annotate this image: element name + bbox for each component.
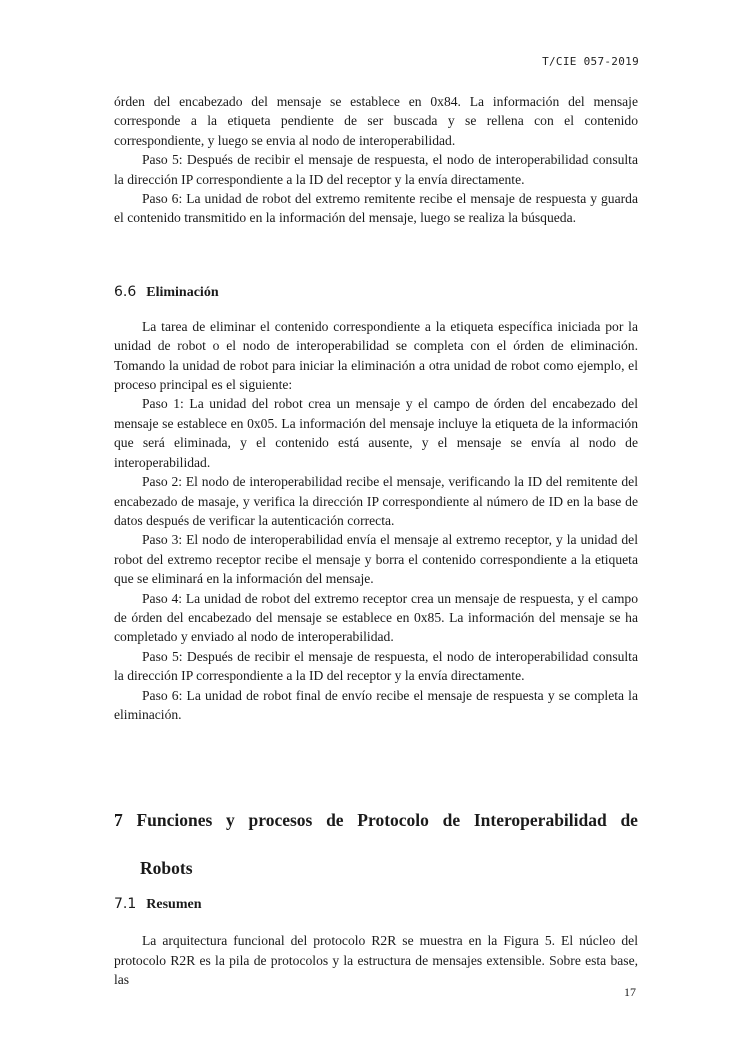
chapter-number: 7 bbox=[114, 810, 123, 831]
chapter-title-word: de bbox=[326, 810, 344, 831]
page-content bbox=[114, 92, 638, 990]
section-title: Eliminación bbox=[146, 284, 219, 300]
paragraph: Paso 5: Después de recibir el mensaje de respuesta, el nodo de interoperabilidad consulta la dirección IP correspondiente a la ID del receptor y la envía directamente. bbox=[114, 152, 638, 187]
section-heading-7-1 bbox=[114, 896, 638, 913]
chapter-title-word: de bbox=[442, 810, 461, 831]
paragraph: La arquitectura funcional del protocolo R2R se muestra en la Figura 5. El núcleo del protocolo R2R es la pila de protocolos y la estructura de mensajes extensible. Sobre esta base, las bbox=[114, 933, 638, 988]
chapter-title-word: Funciones bbox=[136, 810, 213, 831]
chapter-title-word: Interoperabilidad bbox=[473, 810, 607, 831]
paragraph: Paso 5: Después de recibir el mensaje de respuesta, el nodo de interoperabilidad consulta la dirección IP correspondiente a la ID del receptor y la envía directamente. bbox=[114, 648, 638, 684]
chapter-title-word: Protocolo bbox=[357, 810, 429, 831]
document-code: T/CIE 057-2019 bbox=[542, 55, 639, 68]
chapter-heading-7 bbox=[114, 796, 638, 892]
page-number: 17 bbox=[624, 985, 636, 999]
paragraph: Paso 3: El nodo de interoperabilidad envía el mensaje al extremo receptor, y la unidad del robot del extremo receptor recibe el mensaje y borra el contenido correspondiente a la etiqueta que se eliminará en la información del mensaje. bbox=[114, 532, 638, 587]
section-title: Resumen bbox=[146, 897, 202, 913]
paragraph: Paso 4: La unidad de robot del extremo receptor crea un mensaje de respuesta, y el campo de órden del encabezado del mensaje se establece en 0x85. La información del mensaje se ha completado y enviado al nodo de interoperabilidad. bbox=[114, 590, 638, 645]
paragraph: Paso 1: La unidad del robot crea un mensaje y el campo de órden del encabezado del mensaje se establece en 0x05. La información del mensaje incluye la etiqueta de la información que será eliminada, y el contenido está ausente, y el mensaje se envía al nodo de interoperabilidad. bbox=[114, 396, 638, 470]
chapter-title-word: procesos bbox=[248, 810, 313, 831]
chapter-title-word: y bbox=[226, 810, 235, 831]
chapter-title-word: de bbox=[620, 810, 638, 831]
paragraph: Paso 6: La unidad de robot del extremo remitente recibe el mensaje de respuesta y guarda el contenido transmitido en la información del mensaje, luego se realiza la búsqueda. bbox=[114, 191, 638, 226]
paragraph: órden del encabezado del mensaje se establece en 0x84. La información del mensaje corresponde a la etiqueta pendiente de ser buscada y se rellena con el contenido correspondiente, y luego se envia al nodo de interoperabilidad. bbox=[114, 94, 638, 148]
chapter-title-line bbox=[114, 796, 638, 844]
paragraph: Paso 6: La unidad de robot final de envío recibe el mensaje de respuesta y se completa la eliminación. bbox=[114, 687, 638, 722]
paragraph: La tarea de eliminar el contenido correspondiente a la etiqueta específica iniciada por la unidad de robot o el nodo de interoperabilidad se completa con el órden de eliminación. Tomando la unidad de robot para iniciar la eliminación a otra unidad de robot como ejemplo, el proceso principal es el siguiente: bbox=[114, 318, 638, 393]
section-number: 6.6 bbox=[114, 283, 137, 300]
section-number: 7.1 bbox=[114, 896, 137, 913]
section-heading-6-6 bbox=[114, 284, 638, 301]
paragraph: Paso 2: El nodo de interoperabilidad recibe el mensaje, verificando la ID del remitente del encabezado de masaje, y verifica la dirección IP correspondiente al número de ID en la base de datos después de verificar la autenticación correcta. bbox=[114, 474, 638, 528]
chapter-title-line: Robots bbox=[140, 858, 193, 879]
